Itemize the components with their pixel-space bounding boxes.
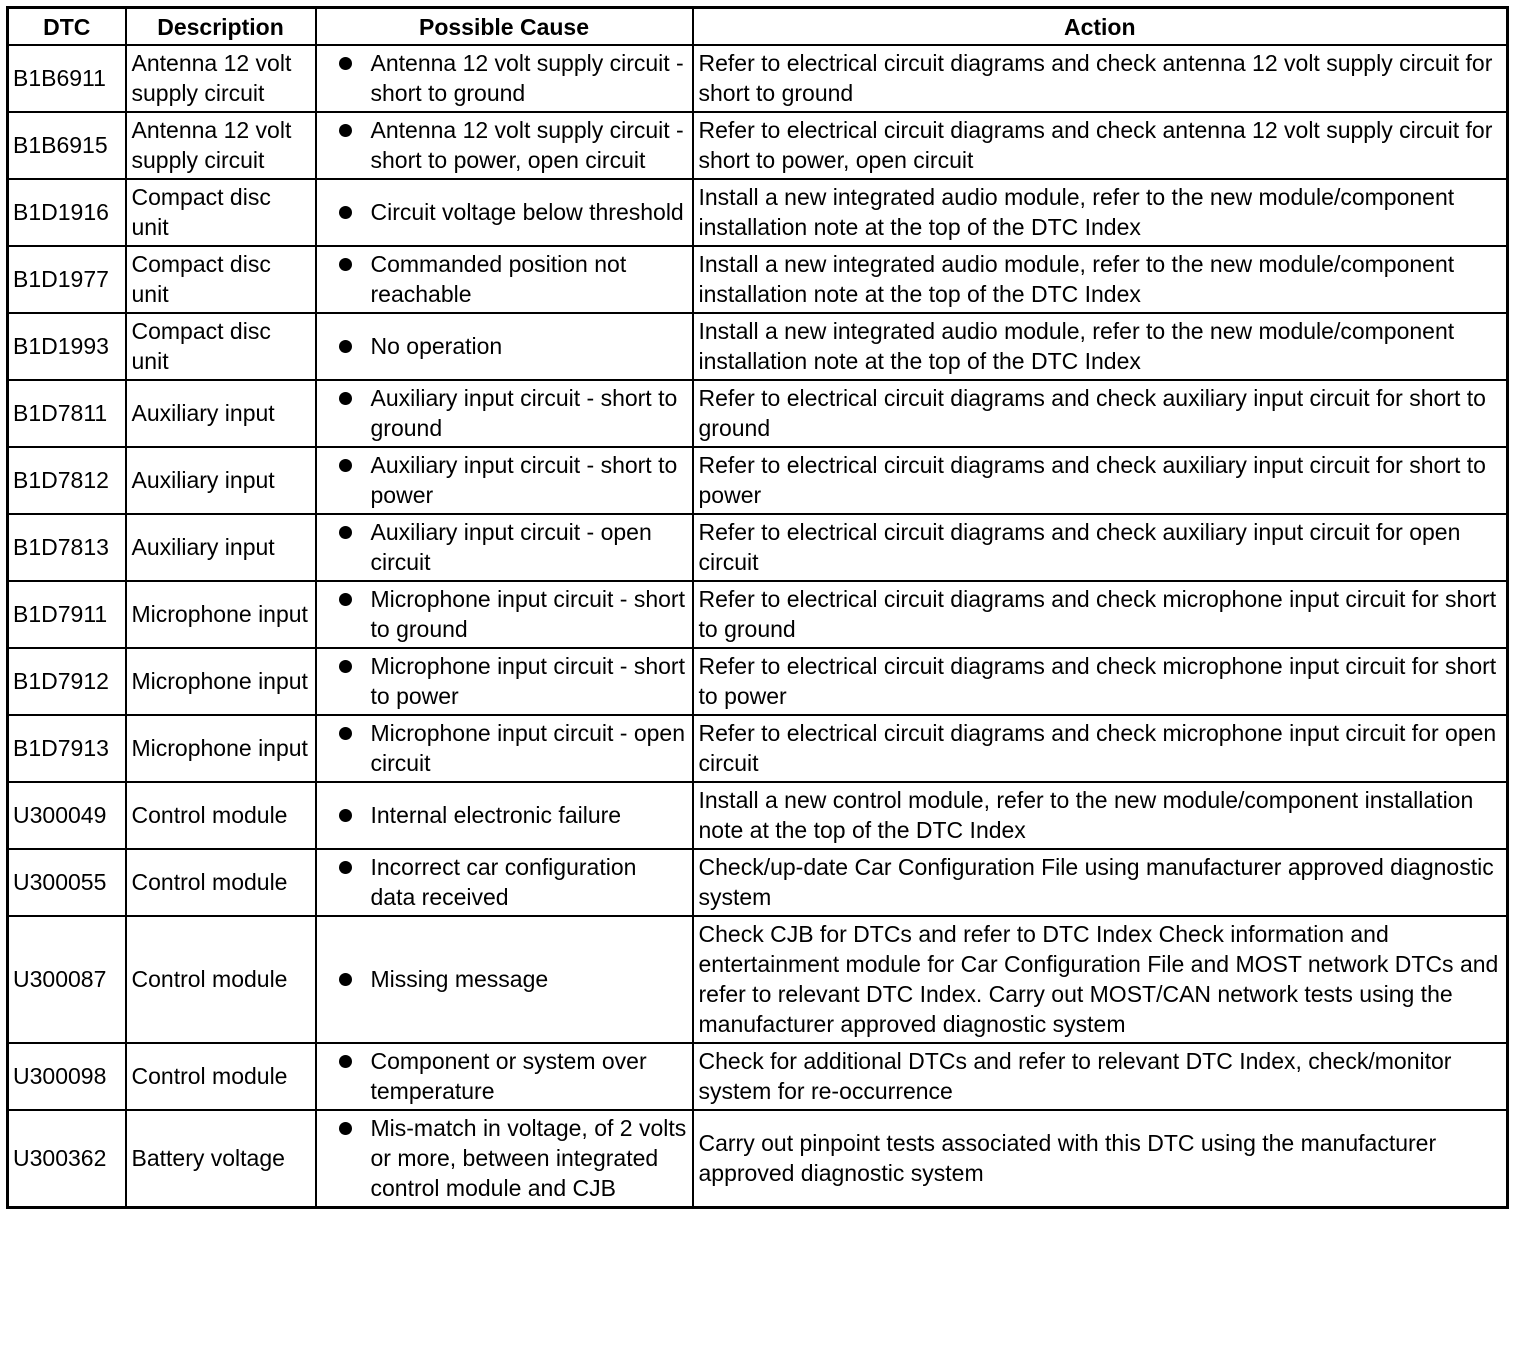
table-row bbox=[8, 782, 1508, 849]
possible-cause-text: Microphone input circuit - short to ground bbox=[370, 586, 685, 642]
action-cell: Install a new integrated audio module, refer to the new module/component installation note at the top of the DTC Index bbox=[693, 179, 1508, 246]
dtc-code: B1D7912 bbox=[8, 648, 126, 715]
possible-cause-text: Incorrect car configuration data received bbox=[370, 854, 637, 910]
dtc-code: B1D7913 bbox=[8, 715, 126, 782]
description-cell: Control module bbox=[126, 849, 316, 916]
bullet-icon bbox=[339, 124, 352, 137]
table-body bbox=[8, 45, 1508, 1208]
header-action: Action bbox=[693, 8, 1508, 46]
bullet-icon bbox=[339, 1055, 352, 1068]
possible-cause-cell bbox=[316, 179, 693, 246]
table-row bbox=[8, 581, 1508, 648]
description-cell: Compact disc unit bbox=[126, 179, 316, 246]
possible-cause-cell bbox=[316, 246, 693, 313]
possible-cause-cell bbox=[316, 715, 693, 782]
description-cell: Antenna 12 volt supply circuit bbox=[126, 112, 316, 179]
dtc-code: B1B6911 bbox=[8, 45, 126, 112]
table-row bbox=[8, 715, 1508, 782]
dtc-code: B1D7811 bbox=[8, 380, 126, 447]
action-cell: Install a new integrated audio module, refer to the new module/component installation note at the top of the DTC Index bbox=[693, 313, 1508, 380]
dtc-code: B1D1993 bbox=[8, 313, 126, 380]
description-cell: Control module bbox=[126, 782, 316, 849]
possible-cause-cell bbox=[316, 916, 693, 1043]
table-row bbox=[8, 1043, 1508, 1110]
possible-cause-text: No operation bbox=[370, 333, 503, 359]
action-cell: Refer to electrical circuit diagrams and check auxiliary input circuit for short to power bbox=[693, 447, 1508, 514]
table-row bbox=[8, 849, 1508, 916]
action-cell: Refer to electrical circuit diagrams and check auxiliary input circuit for short to ground bbox=[693, 380, 1508, 447]
bullet-icon bbox=[339, 258, 352, 271]
possible-cause-cell bbox=[316, 782, 693, 849]
dtc-code: B1D1916 bbox=[8, 179, 126, 246]
possible-cause-text: Circuit voltage below threshold bbox=[370, 199, 684, 225]
possible-cause-cell bbox=[316, 849, 693, 916]
action-cell: Check/up-date Car Configuration File using manufacturer approved diagnostic system bbox=[693, 849, 1508, 916]
dtc-code: U300055 bbox=[8, 849, 126, 916]
possible-cause-text: Antenna 12 volt supply circuit - short to ground bbox=[370, 50, 684, 106]
table-row bbox=[8, 112, 1508, 179]
description-cell: Auxiliary input bbox=[126, 447, 316, 514]
bullet-icon bbox=[339, 57, 352, 70]
dtc-code: B1D7911 bbox=[8, 581, 126, 648]
table-header-row bbox=[8, 8, 1508, 46]
header-dtc: DTC bbox=[8, 8, 126, 46]
description-cell: Battery voltage bbox=[126, 1110, 316, 1208]
action-cell: Refer to electrical circuit diagrams and check microphone input circuit for short to ground bbox=[693, 581, 1508, 648]
bullet-icon bbox=[339, 1122, 352, 1135]
table-row bbox=[8, 313, 1508, 380]
action-cell: Check CJB for DTCs and refer to DTC Index Check information and entertainment module for Car Configuration File and MOST network DTCs and refer to relevant DTC Index. Carry out MOST/CAN network tests using the manufacturer approved diagnostic system bbox=[693, 916, 1508, 1043]
dtc-code: U300049 bbox=[8, 782, 126, 849]
action-cell: Refer to electrical circuit diagrams and check microphone input circuit for short to power bbox=[693, 648, 1508, 715]
dtc-code: B1B6915 bbox=[8, 112, 126, 179]
action-cell: Refer to electrical circuit diagrams and check auxiliary input circuit for open circuit bbox=[693, 514, 1508, 581]
header-description: Description bbox=[126, 8, 316, 46]
bullet-icon bbox=[339, 861, 352, 874]
possible-cause-text: Auxiliary input circuit - open circuit bbox=[370, 519, 652, 575]
dtc-code: B1D7813 bbox=[8, 514, 126, 581]
description-cell: Microphone input bbox=[126, 715, 316, 782]
action-cell: Install a new control module, refer to the new module/component installation note at the top of the DTC Index bbox=[693, 782, 1508, 849]
bullet-icon bbox=[339, 392, 352, 405]
table-row bbox=[8, 246, 1508, 313]
bullet-icon bbox=[339, 973, 352, 986]
possible-cause-text: Microphone input circuit - open circuit bbox=[370, 720, 685, 776]
dtc-code: U300362 bbox=[8, 1110, 126, 1208]
possible-cause-text: Auxiliary input circuit - short to ground bbox=[370, 385, 678, 441]
action-cell: Refer to electrical circuit diagrams and check antenna 12 volt supply circuit for short to ground bbox=[693, 45, 1508, 112]
bullet-icon bbox=[339, 459, 352, 472]
possible-cause-cell bbox=[316, 514, 693, 581]
bullet-icon bbox=[339, 593, 352, 606]
possible-cause-cell bbox=[316, 313, 693, 380]
action-cell: Carry out pinpoint tests associated with this DTC using the manufacturer approved diagnostic system bbox=[693, 1110, 1508, 1208]
table-row bbox=[8, 447, 1508, 514]
possible-cause-cell bbox=[316, 581, 693, 648]
possible-cause-text: Component or system over temperature bbox=[370, 1048, 647, 1104]
header-possible-cause: Possible Cause bbox=[316, 8, 693, 46]
possible-cause-text: Missing message bbox=[370, 966, 549, 992]
possible-cause-text: Microphone input circuit - short to power bbox=[370, 653, 685, 709]
table-row bbox=[8, 648, 1508, 715]
possible-cause-cell bbox=[316, 45, 693, 112]
possible-cause-text: Internal electronic failure bbox=[370, 802, 622, 828]
table-row bbox=[8, 179, 1508, 246]
bullet-icon bbox=[339, 340, 352, 353]
description-cell: Control module bbox=[126, 1043, 316, 1110]
description-cell: Control module bbox=[126, 916, 316, 1043]
description-cell: Compact disc unit bbox=[126, 313, 316, 380]
possible-cause-text: Auxiliary input circuit - short to power bbox=[370, 452, 678, 508]
description-cell: Microphone input bbox=[126, 648, 316, 715]
possible-cause-cell bbox=[316, 648, 693, 715]
possible-cause-cell bbox=[316, 1110, 693, 1208]
action-cell: Check for additional DTCs and refer to relevant DTC Index, check/monitor system for re-occurrence bbox=[693, 1043, 1508, 1110]
table-row bbox=[8, 514, 1508, 581]
possible-cause-text: Antenna 12 volt supply circuit - short to power, open circuit bbox=[370, 117, 684, 173]
action-cell: Refer to electrical circuit diagrams and check microphone input circuit for open circuit bbox=[693, 715, 1508, 782]
description-cell: Auxiliary input bbox=[126, 514, 316, 581]
dtc-code: B1D7812 bbox=[8, 447, 126, 514]
bullet-icon bbox=[339, 206, 352, 219]
possible-cause-cell bbox=[316, 112, 693, 179]
dtc-code: B1D1977 bbox=[8, 246, 126, 313]
bullet-icon bbox=[339, 526, 352, 539]
possible-cause-cell bbox=[316, 380, 693, 447]
possible-cause-cell bbox=[316, 1043, 693, 1110]
possible-cause-cell bbox=[316, 447, 693, 514]
dtc-table bbox=[6, 6, 1509, 1209]
bullet-icon bbox=[339, 809, 352, 822]
action-cell: Refer to electrical circuit diagrams and check antenna 12 volt supply circuit for short to power, open circuit bbox=[693, 112, 1508, 179]
description-cell: Compact disc unit bbox=[126, 246, 316, 313]
table-row bbox=[8, 916, 1508, 1043]
bullet-icon bbox=[339, 660, 352, 673]
action-cell: Install a new integrated audio module, refer to the new module/component installation note at the top of the DTC Index bbox=[693, 246, 1508, 313]
dtc-code: U300098 bbox=[8, 1043, 126, 1110]
description-cell: Auxiliary input bbox=[126, 380, 316, 447]
possible-cause-text: Commanded position not reachable bbox=[370, 251, 627, 307]
possible-cause-text: Mis-match in voltage, of 2 volts or more, between integrated control module and CJB bbox=[370, 1115, 687, 1201]
dtc-code: U300087 bbox=[8, 916, 126, 1043]
table-row bbox=[8, 1110, 1508, 1208]
dtc-page bbox=[6, 6, 1509, 1209]
table-row bbox=[8, 45, 1508, 112]
table-row bbox=[8, 380, 1508, 447]
description-cell: Antenna 12 volt supply circuit bbox=[126, 45, 316, 112]
bullet-icon bbox=[339, 727, 352, 740]
description-cell: Microphone input bbox=[126, 581, 316, 648]
